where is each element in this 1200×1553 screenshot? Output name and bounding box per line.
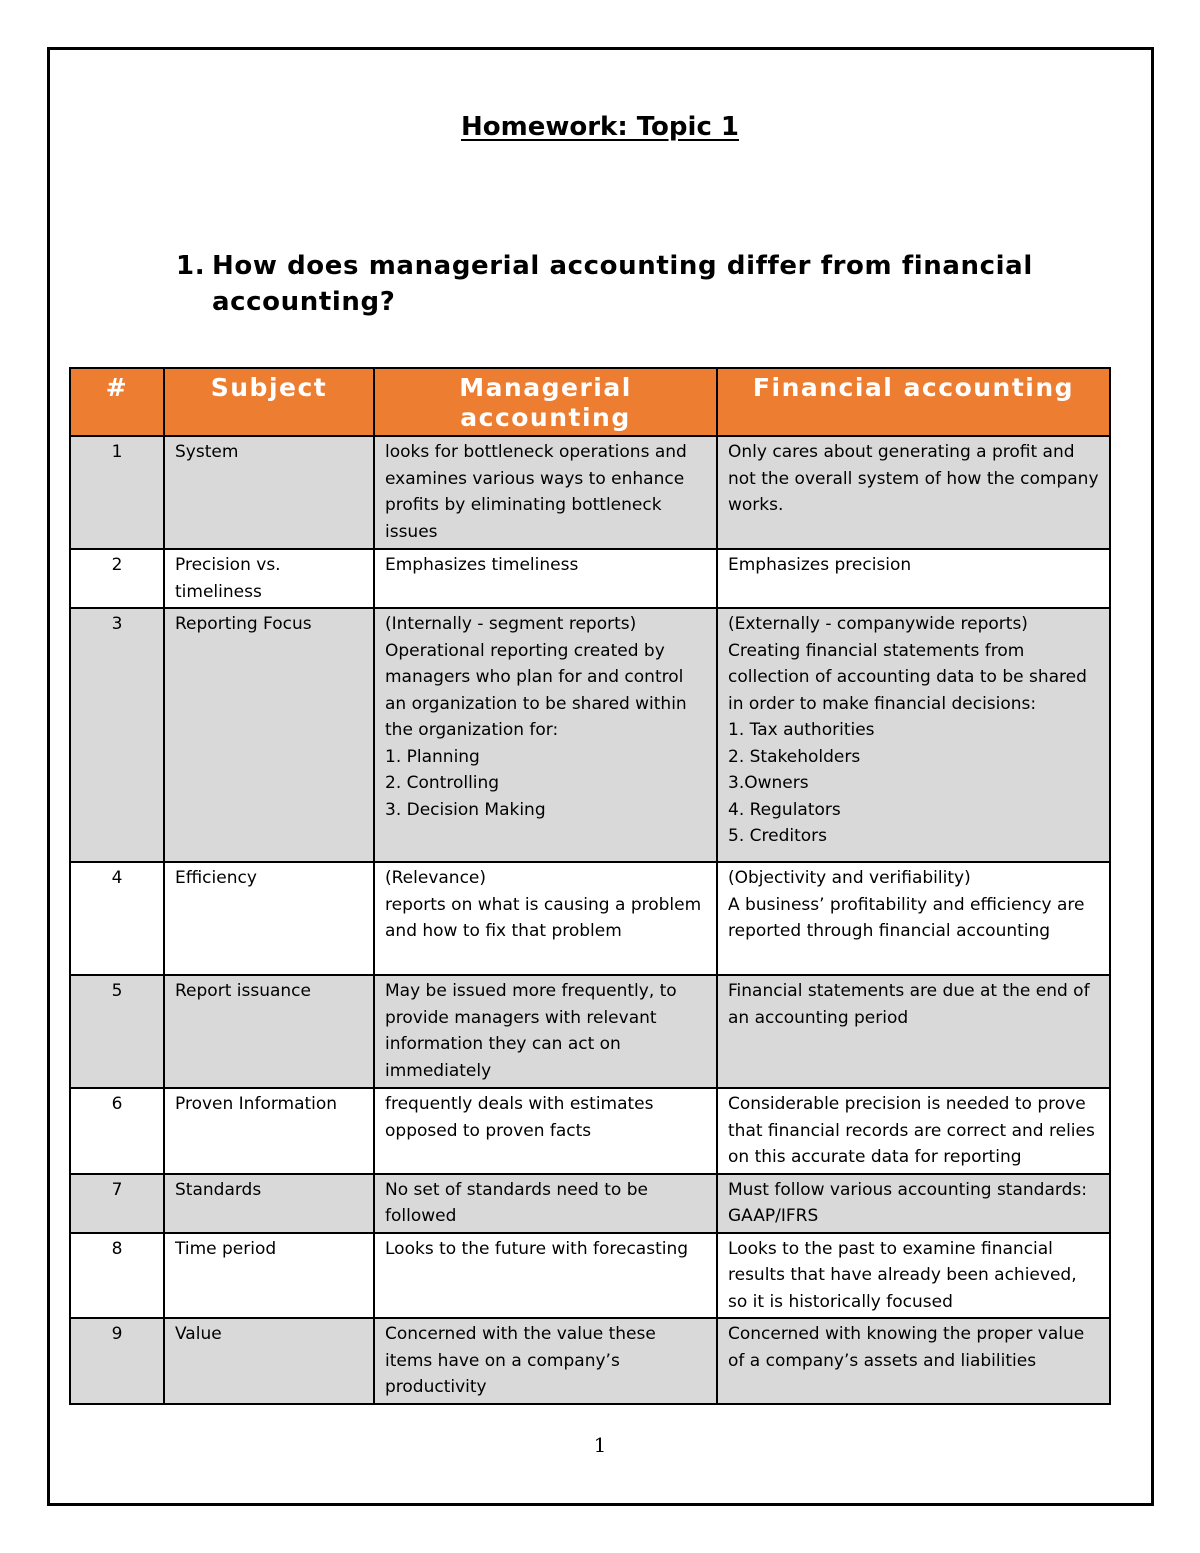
managerial-cell-line: Operational reporting created by managers who plan for and control an organization to be shared within the organization for: — [385, 640, 687, 740]
financial-cell — [717, 1318, 1110, 1404]
financial-cell-line: Looks to the past to examine financial results that have already been achieved, so it is historically focused — [728, 1238, 1077, 1312]
table-row — [70, 549, 1110, 608]
row-number-cell: 1 — [70, 436, 164, 549]
subject-cell: Proven Information — [164, 1088, 374, 1174]
managerial-cell — [374, 608, 717, 862]
managerial-cell-line: Concerned with the value these items have on a company’s productivity — [385, 1324, 656, 1397]
managerial-cell-line: frequently deals with estimates opposed to proven facts — [385, 1094, 654, 1141]
managerial-cell-line: (Relevance) — [385, 868, 487, 888]
table-body — [70, 436, 1110, 1404]
row-number-cell: 5 — [70, 975, 164, 1088]
financial-cell — [717, 862, 1110, 975]
financial-cell-line: 3.Owners — [728, 773, 809, 793]
financial-cell-line: 5. Creditors — [728, 826, 827, 846]
managerial-cell — [374, 975, 717, 1088]
managerial-cell-line: 2. Controlling — [385, 773, 500, 793]
managerial-cell-line: No set of standards need to be followed — [385, 1179, 648, 1226]
managerial-cell-line: 3. Decision Making — [385, 799, 546, 820]
page-number: 1 — [593, 1433, 607, 1457]
table-row — [70, 1174, 1110, 1233]
row-number-cell: 8 — [70, 1233, 164, 1319]
question-text-line-1: How does managerial accounting differ from financial — [212, 251, 1033, 281]
header-financial: Financial accounting — [717, 368, 1110, 436]
managerial-cell — [374, 1318, 717, 1404]
managerial-cell-line: May be issued more frequently, to provide managers with relevant information they can act on immediately — [385, 981, 677, 1081]
subject-cell: Time period — [164, 1233, 374, 1319]
financial-cell-line: Only cares about generating a profit and not the overall system of how the company works. — [728, 442, 1099, 515]
managerial-cell-line: Looks to the future with forecasting — [385, 1238, 689, 1259]
subject-cell: System — [164, 436, 374, 549]
financial-cell-line: Financial statements are due at the end of an accounting period — [728, 981, 1090, 1028]
financial-cell — [717, 1174, 1110, 1233]
financial-cell-line: (Objectivity and verifiability) — [728, 868, 971, 888]
financial-cell-line: 1. Tax authorities — [728, 720, 875, 740]
financial-cell — [717, 608, 1110, 862]
row-number-cell: 7 — [70, 1174, 164, 1233]
financial-cell-line: 2. Stakeholders — [728, 746, 861, 767]
subject-cell: Standards — [164, 1174, 374, 1233]
financial-cell-line: Considerable precision is needed to prove that financial records are correct and relies on this accurate data for reporting — [728, 1094, 1095, 1167]
financial-cell-line: (Externally - companywide reports) — [728, 614, 1028, 634]
managerial-cell — [374, 436, 717, 549]
header-subject: Subject — [164, 368, 374, 436]
managerial-cell-line: looks for bottleneck operations and examines various ways to enhance profits by eliminating bottleneck issues — [385, 442, 687, 542]
managerial-cell-line: reports on what is causing a problem and how to fix that problem — [385, 894, 702, 941]
row-number-cell: 9 — [70, 1318, 164, 1404]
subject-cell: Value — [164, 1318, 374, 1404]
managerial-cell-line: Emphasizes timeliness — [385, 555, 579, 575]
financial-cell-line: Must follow various accounting standards: GAAP/IFRS — [728, 1179, 1087, 1226]
financial-cell-line: Concerned with knowing the proper value of a company’s assets and liabilities — [728, 1324, 1085, 1371]
financial-cell-line: Emphasizes precision — [728, 555, 912, 575]
table-row — [70, 1318, 1110, 1404]
question-text-line-2: accounting? — [212, 287, 396, 317]
table-row — [70, 975, 1110, 1088]
table-row — [70, 608, 1110, 862]
question-number: 1. — [176, 251, 206, 281]
document-title: Homework: Topic 1 — [460, 112, 739, 142]
financial-cell — [717, 1233, 1110, 1319]
managerial-cell — [374, 1174, 717, 1233]
row-number-cell: 4 — [70, 862, 164, 975]
header-number: # — [70, 368, 164, 436]
financial-cell-line: 4. Regulators — [728, 799, 841, 820]
question-line-1 — [176, 248, 1076, 284]
financial-cell — [717, 1088, 1110, 1174]
managerial-cell — [374, 1088, 717, 1174]
financial-cell-line: Creating financial statements from collection of accounting data to be shared in order to make financial decisions: — [728, 640, 1087, 714]
financial-cell-line: A business’ profitability and efficiency are reported through financial accounting — [728, 894, 1085, 941]
subject-cell: Precision vs. timeliness — [164, 549, 374, 608]
row-number-cell: 6 — [70, 1088, 164, 1174]
financial-cell — [717, 975, 1110, 1088]
subject-cell: Efficiency — [164, 862, 374, 975]
row-number-cell: 3 — [70, 608, 164, 862]
table-row — [70, 436, 1110, 549]
managerial-cell — [374, 862, 717, 975]
managerial-cell — [374, 549, 717, 608]
financial-cell — [717, 436, 1110, 549]
managerial-cell-line: (Internally - segment reports) — [385, 614, 637, 634]
table-row — [70, 1233, 1110, 1319]
comparison-table — [69, 367, 1111, 1405]
row-number-cell: 2 — [70, 549, 164, 608]
table-row — [70, 1088, 1110, 1174]
managerial-cell-line: 1. Planning — [385, 746, 480, 767]
question-heading — [176, 248, 1076, 320]
subject-cell: Report issuance — [164, 975, 374, 1088]
table-header-row — [70, 368, 1110, 436]
header-managerial: Managerial accounting — [374, 368, 717, 436]
table-row — [70, 862, 1110, 975]
managerial-cell — [374, 1233, 717, 1319]
subject-cell: Reporting Focus — [164, 608, 374, 862]
financial-cell — [717, 549, 1110, 608]
